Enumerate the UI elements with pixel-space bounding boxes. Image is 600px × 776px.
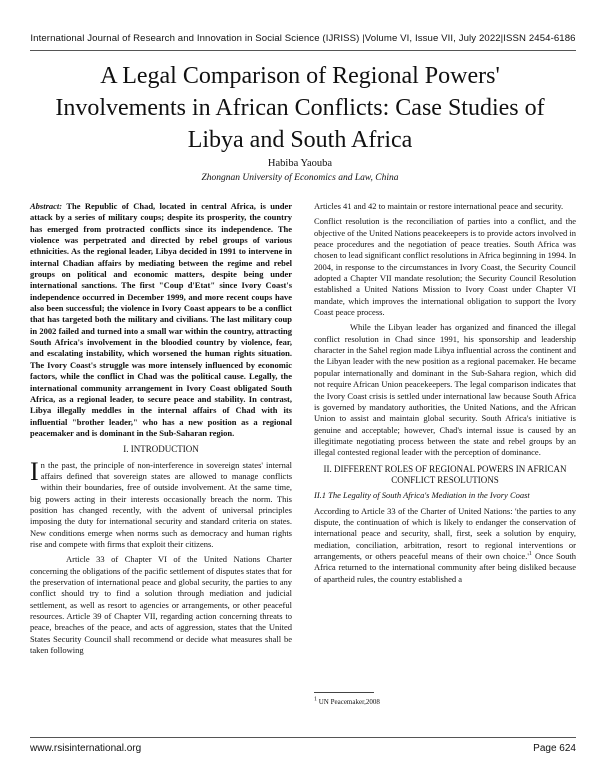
footnote-rule [314,692,374,693]
journal-header: International Journal of Research and Innovation in Social Science (IJRISS) |Volume VI, Issue VII, July 2022|ISSN 2454-6186 [30,33,576,44]
right-paragraph-4: According to Article 33 of the Charter of United Nations: 'the parties to any dispute, the continuation of which is likely to endanger the conservation of international peace and security, shall, first, seek a solution by enquiry, mediation, conciliation, arbitration, resort to regional interventions or arrangements, or others peaceful means of their own $choice.'^1$ Once South Africa returned to the international community after being disliked because of apartheid rules, the country established a [314,505,576,584]
right-paragraph-1: Articles 41 and 42 to maintain or restore international peace and security. [314,201,564,211]
footer-rule [30,737,576,738]
abstract [30,201,292,439]
section-heading-2: II. DIFFERENT ROLES OF REGIONAL POWERS IN AFRICAN CONFLICT RESOLUTIONS [323,463,567,485]
dropcap: I [30,456,39,486]
footer-url[interactable]: www.rsisinternational.org [30,743,142,754]
footnote: $^1$ UN Peacemaker,2008 [314,696,380,706]
intro-paragraph-2: Article 33 of Chapter VI of the United Nations Charter concerning the obligations of the pacific settlement of disputes states that for the preservation of international peace and global security, the parties to any conflict should try to find a solution through mediation and judicial settlement, as well as resort to agencies or arrangements, or other peaceful resources. Article 39 of Chapter VII, regarding action concerning threats to peace, breaches of the peace, and acts of aggression, states that the United States Security Council shall recommend or decide what measures shall be taken following [30,554,292,656]
page-number: Page 624 [533,743,576,754]
author-name: Habiba Yaouba [267,158,333,169]
abstract-label: Abstract: [30,201,63,211]
paper-title: A Legal Comparison of Regional Powers' Involvements in African Conflicts: Case Studies of Libya and South Africa [55,63,545,153]
section-heading-introduction: I. INTRODUCTION [123,444,199,455]
footnote-ref: 1 [528,551,532,558]
intro-paragraph-1: In the past, the principle of non-interference in sovereign states' internal affairs defined that sovereign states are allowed to manage conflicts within their boundaries, free of outside involvement. At the same time, big powers acting in their interests occasionally breach the norm. This position has changed recently, with the advent of universal principles imposing the duty for international security and standard criteria on states. New conditions emerge when norms such as democracy and human rights rise and compete with firms that exploit their citizens. [30,456,292,549]
right-paragraph-3: While the Libyan leader has organized and financed the illegal conflict resolution in Chad since 1991, his sponsorship and leadership character in the Sahel region made Libya influential across the continent and the Libyan leader with the new position as a regional pacemaker. He became popular internationally and dominant in the Sub-Sahara region, which did not require African Union peacekeepers. The legal comparison indicates that the Ivory Coast crisis is settled under international law because South Africa is governed by mandatory authorities, the United Nations, and the African Union to assist and maintain global security. South Africa's initiative is genuine and acceptable; however, Chad's internal issue is caused by an illegitimate negotiating process between the state and rebel groups by an illegal contested regional leader with the perception of dominance. [314,322,576,458]
right-column [314,201,576,585]
header-rule [30,50,576,51]
subsection-heading: II.1 The Legality of South Africa's Mediation in the Ivory Coast [314,490,530,501]
author-affiliation: Zhongnan University of Economics and Law, China [201,173,399,183]
left-column [30,201,292,656]
abstract-text: The Republic of Chad, located in central Africa, is under attack by a series of military coups; despite its prosperity, the country has emerged from protracted conflicts since its independence. The violence was perpetrated and directed by rebel groups of various ethnicities. As the regional leader, Libya decided in 1991 to intervene in internal Chadian affairs by mediating between the regime and rebel groups on political and economic matters, despite being under international sanctions. The first "Coup d'Etat" since Ivory Coast's independence occurred in December 1999, and more recent coups have also been successful; the violence in Ivory Coast appears to be a conflict that has targeted both the military and civilians. The last military coup in 2002 failed and turned into a small war within the country, attracting South Africa's involvement in the bloodied country by violence, fear, and escalating instability, which worsened the human rights situation. The Ivory Coast's struggle was more intensely influenced by economic factors, while the conflict in Chad was the political cause. Legally, the international community arrangement in Ivory Coast obligated South Africa, as a regional leader, to secure peace and stability. In contrast, Libya illegally meddles in the internal affairs of Chad with its influential "brother leader," who has a new position as a regional peacemaker and is dominant in the Sub-Saharan region. [30,201,292,438]
right-paragraph-2: Conflict resolution is the reconciliation of parties into a conflict, and the objective of the United Nations peacekeepers is to provide actors involved in peace procedures and the negotiation of peace treaties. South Africa was chosen to lead significant conflict resolutions in Africa beginning in 1994. In 2004, in response to the circumstances in Ivory Coast, the Security Council adopted a Chapter VII mandate resolution; the Security Council Resolution established a United Nations Mission to Ivory Coast under Chapter VI mandate, which improves the international obligation to support the Ivory Coast peace process. [314,216,576,318]
